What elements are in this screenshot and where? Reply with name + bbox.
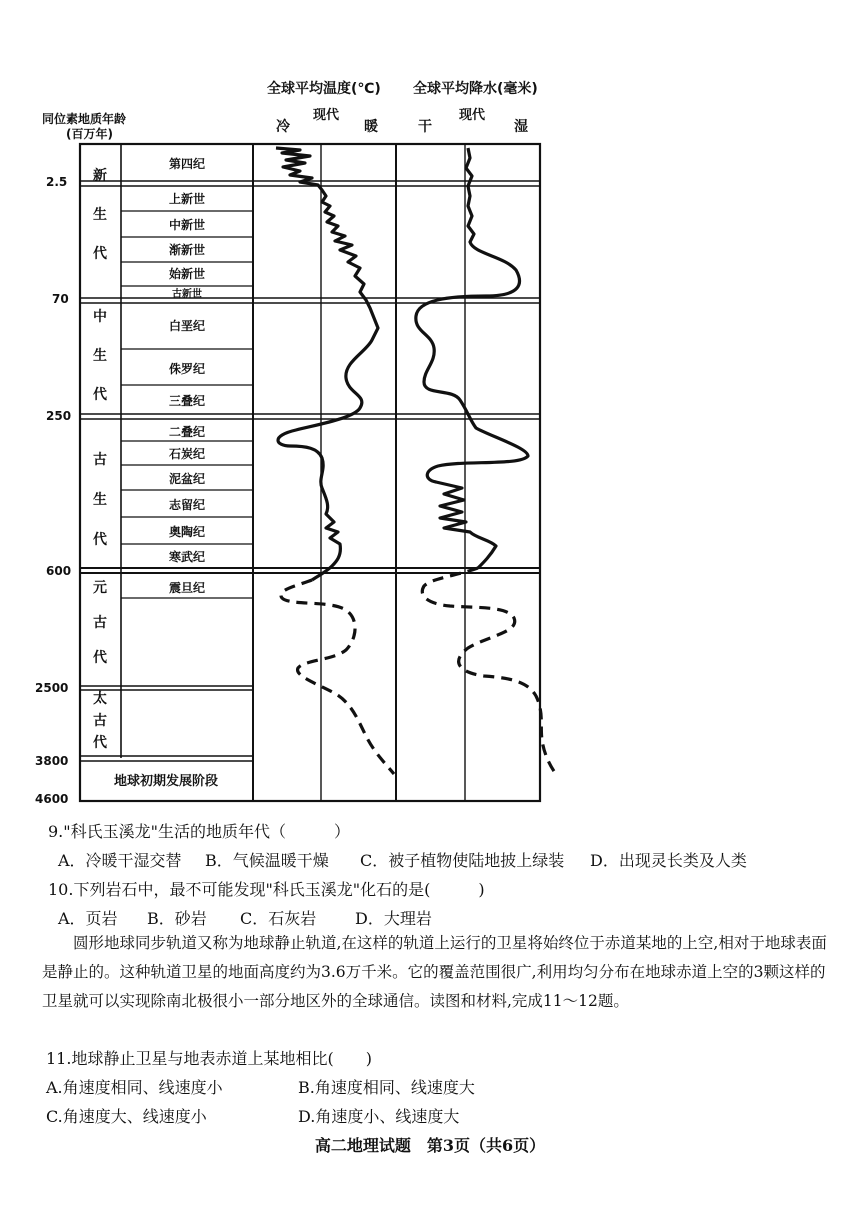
period-label: 震旦纪	[168, 581, 206, 595]
age-header-line2: (百万年)	[66, 127, 113, 141]
temp-warm-label: 暖	[364, 119, 378, 135]
age-label: 70	[52, 292, 69, 306]
precipitation-curve-dashed	[422, 568, 556, 774]
period-label: 上新世	[168, 192, 206, 206]
temp-cold-label: 冷	[276, 119, 290, 135]
q10-option-b: B．砂岩	[147, 909, 207, 928]
temperature-curve-dashed	[281, 580, 394, 774]
q10-stem: 10.下列岩石中，最不可能发现"科氏玉溪龙"化石的是( )	[48, 880, 485, 899]
q11-stem: 11.地球静止卫星与地表赤道上某地相比( )	[46, 1049, 372, 1068]
period-label: 渐新世	[168, 243, 206, 257]
period-label: 始新世	[168, 267, 206, 281]
period-label: 志留纪	[168, 498, 206, 512]
precip-modern-label: 现代	[459, 108, 486, 123]
q11-option-d: D.角速度小、线速度大	[298, 1107, 460, 1126]
page-footer: 高二地理试题 第3页（共6页）	[314, 1136, 546, 1155]
period-label: 第四纪	[168, 157, 206, 171]
period-label: 二叠纪	[168, 425, 206, 439]
q9-option-c: C．被子植物使陆地披上绿装	[360, 851, 565, 870]
precip-header: 全球平均降水(毫米)	[413, 81, 538, 97]
q10-option-a: A．页岩	[58, 909, 118, 928]
period-label: 古新世	[172, 289, 202, 300]
precipitation-curve	[416, 148, 528, 568]
q11-option-c: C.角速度大、线速度小	[46, 1107, 207, 1126]
precip-dry-label: 干	[418, 119, 432, 135]
q9-option-b: B．气候温暖干燥	[205, 851, 329, 870]
period-label: 白垩纪	[168, 319, 206, 333]
age-header-line1: 同位素地质年龄	[42, 112, 127, 126]
era-label: 古生代	[93, 452, 107, 548]
period-label: 三叠纪	[168, 394, 206, 408]
era-label: 新生代	[93, 168, 107, 262]
temp-header: 全球平均温度(℃)	[267, 81, 381, 97]
era-label: 太古代	[93, 691, 107, 751]
era-label: 元古代	[93, 580, 107, 666]
period-label: 泥盆纪	[168, 472, 206, 486]
q11-option-b: B.角速度相同、线速度大	[298, 1078, 475, 1097]
age-label: 4600	[35, 792, 69, 806]
temp-modern-label: 现代	[313, 108, 340, 123]
age-label: 2500	[35, 681, 69, 695]
period-label: 奥陶纪	[168, 525, 206, 539]
q9-option-a: A．冷暖干湿交替	[58, 851, 182, 870]
q9-option-d: D．出现灵长类及人类	[590, 851, 747, 870]
age-label: 3800	[35, 754, 69, 768]
period-label: 侏罗纪	[168, 362, 206, 376]
period-label: 寒武纪	[168, 550, 206, 564]
temperature-curve	[276, 148, 378, 580]
era-label: 中生代	[93, 309, 107, 403]
precip-wet-label: 湿	[514, 119, 528, 135]
period-label: 中新世	[168, 218, 206, 232]
bottom-stage-label: 地球初期发展阶段	[113, 774, 219, 789]
q11-option-a: A.角速度相同、线速度小	[46, 1078, 223, 1097]
age-label: 250	[46, 409, 72, 423]
period-label: 石炭纪	[168, 447, 206, 461]
q10-option-c: C．石灰岩	[240, 909, 317, 928]
q10-option-d: D．大理岩	[355, 909, 432, 928]
passage-text: 圆形地球同步轨道又称为地球静止轨道,在这样的轨道上运行的卫星将始终位于赤道某地的上空,相对于地球表面是静止的。这种轨道卫星的地面高度约为3.6万千米。它的覆盖范围很广,利用均匀分布在地球赤道上空的3颗这样的卫星就可以实现除南北极很小一部分地区外的全球通信。读图和材料,完成11～12题。	[42, 934, 827, 1010]
q9-stem: 9."科氏玉溪龙"生活的地质年代（ ）	[48, 822, 350, 841]
age-label: 600	[46, 564, 72, 578]
age-label: 2.5	[46, 175, 68, 189]
